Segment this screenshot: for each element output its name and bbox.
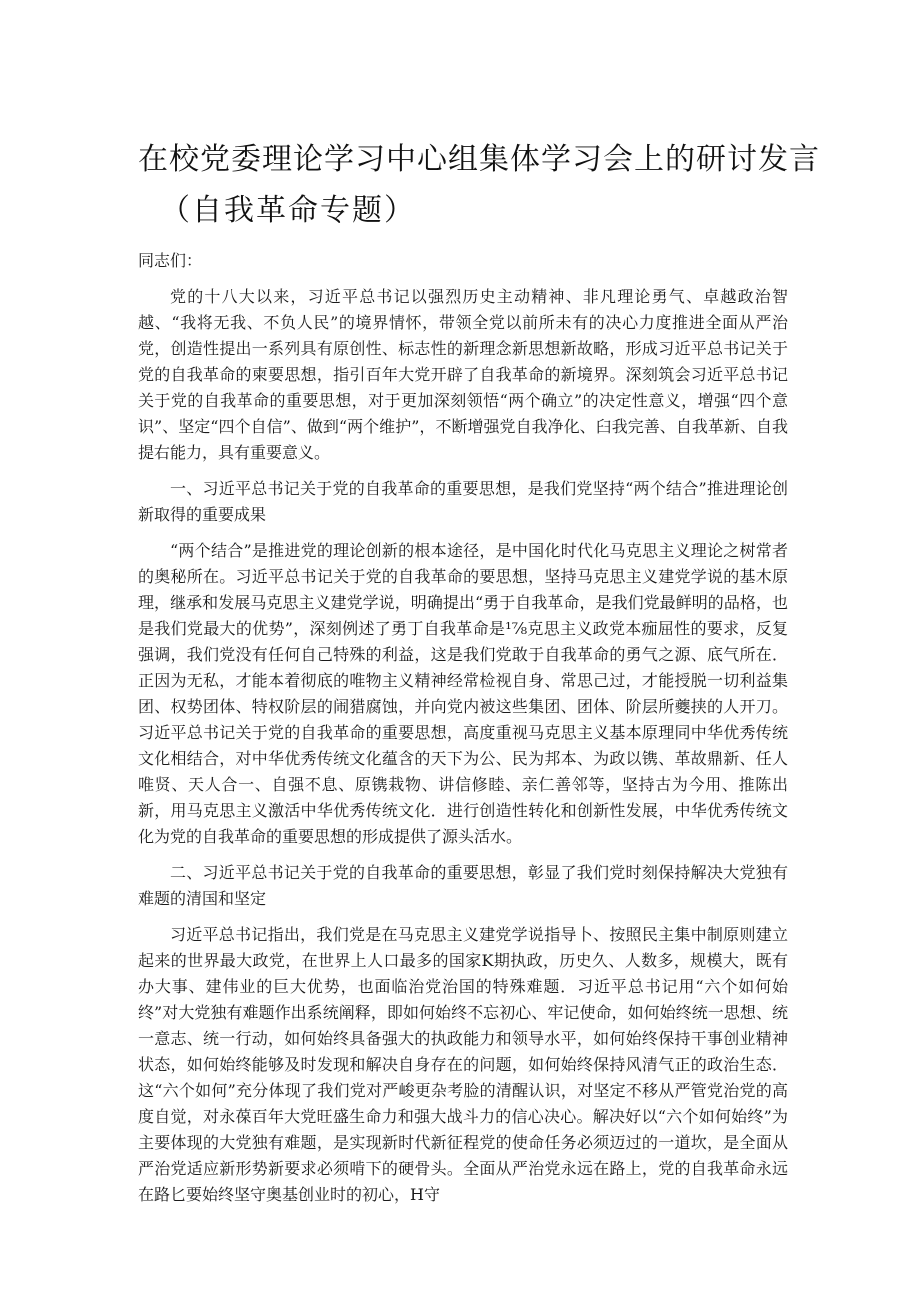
document-body — [138, 248, 788, 1218]
section-heading-1: 一、习近平总书记关于党的自我革命的重要思想，是我们党坚持“两个结合”推进理论创新取得的重要成果 — [138, 479, 788, 524]
document-subtitle: （自我革命专题） — [160, 193, 416, 228]
salutation: 同志们： — [138, 251, 203, 270]
document-title: 在校党委理论学习中心组集体学习会上的研讨发言 — [138, 142, 820, 177]
paragraph-section-2: 习近平总书记指出，我们党是在马克思主义建党学说指导卜、按照民主集中制原则建立起来的世界最大政党，在世界上人口最多的国家K期执政，历史久、人数多，规模大，既有办大事、建伟业的巨大优势，也面临治党治国的特殊难题．习近平总书记用“六个如何始终”对大党独有难题作出系统阐释，即如何始终不忘初心、牢记使命，如何始终统一思想、统一意志、统一行动，如何始终具备强大的执政能力和领导水平，如何始终保持干事创业精神状态，如何始终能够及时发现和解决自身存在的问题，如何始终保持风清气正的政治生态．这“六个如何”充分体现了我们党对严峻更杂考脸的清醒认识，对坚定不移从严管党治党的高度自觉，对永葆百年大党旺盛生命力和强大战斗力的信心决心。解决好以“六个如何始终”为主要体现的大党独有难题，是实现新时代新征程党的使命任务必须迈过的一道坎，是全面从严治党适应新形势新要求必须啃下的硬骨头。全面从严治党永远在路上，党的自我革命永远在路匕要始终坚守奥基创业时的初心，H守 — [138, 925, 788, 1204]
paragraph-section-1: “两个结合”是推进党的理论创新的根本途径，是中国化时代化马克思主义理论之树常者的奥秘所在。习近平总书记关于党的自我革命的要思想，坚持马克思主义建党学说的基木原理，继承和发展马克思主义建党学说，明确提出“勇于自我革命，是我们党最鲜明的品格，也是我们党最大的优势”，深刻例述了勇丁自我革命是¹⅞克思主义政党本痂屈性的要求，反复强调，我们党没有任何自己特殊的利益，这是我们党敢于自我革命的勇气之源、底气所在．正因为无私，才能本着彻底的唯物主义精神经常检视自身、常思己过，才能授脱一切利益集团、权势团体、特权阶层的闹猎腐蚀，并向党内被这些集团、团体、阶层所夔挟的人开刀。习近平总书记关于党的自我革命的重要思想，高度重视马克思主义基本原理同中华优秀传统文化相结合，对中华优秀传统文化蕴含的天下为公、民为邦本、为政以镌、革故鼎新、任人唯贤、天人合一、自强不息、原镌栽物、讲信修睦、亲仁善邻等，坚持古为今用、推陈出新，用马克思主义激活中华优秀传统文化．进行创造性转化和创新性发展，中华优秀传统文化为党的自我革命的重要思想的形成提供了源头活水。 — [138, 541, 788, 846]
paragraph-intro: 党的十八大以来，习近平总书记以强烈历史主动精神、非凡理论勇气、卓越政治智越、“我将无我、不负人民”的境界情怀，带领全党以前所未有的决心力度推进全面从严治党，创造性提出一系列具有原创性、标志性的新理念新思想新故略，形成习近平总书记关于党的自我革命的柬要思想，指引百年大党开辟了自我革命的新境界。深刻筑会习近平总书记关于党的自我革命的重要思想，对于更加深刻领悟“两个确立”的决定性意义，增强“四个意识”、坚定“四个自信”、做到“两个维护”，不断增强党自我净化、臼我完善、自我革新、自我提右能力，具有重要意义。 — [138, 287, 788, 462]
section-heading-2: 二、习近平总书记关于党的自我革命的重要思想，彰显了我们党时刻保持解决大党独有难题的清国和坚定 — [138, 863, 788, 908]
